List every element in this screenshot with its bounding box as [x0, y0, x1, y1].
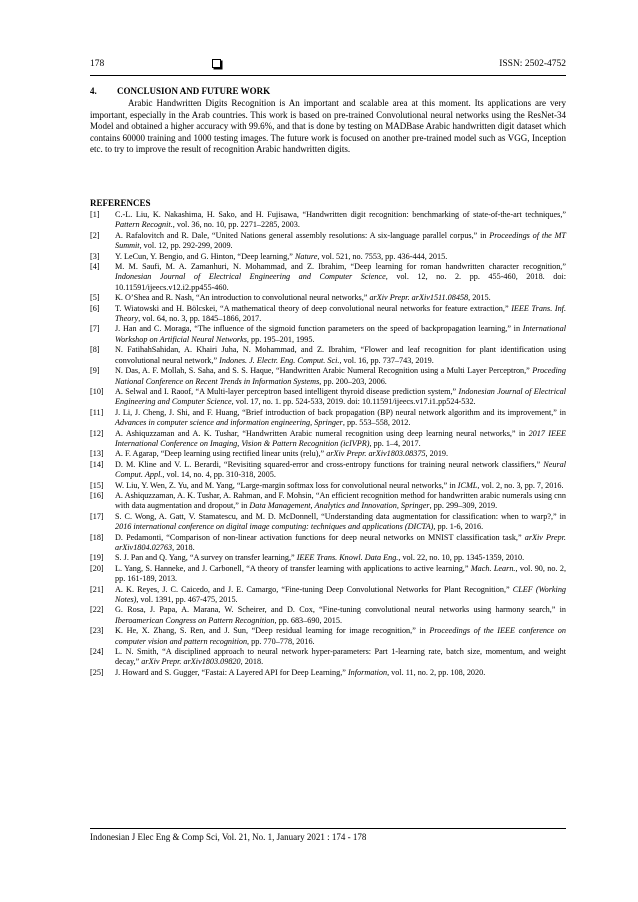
reference-text: [115, 491, 566, 512]
reference-details: , 2018.: [240, 657, 264, 667]
reference-details: , vol. 22, no. 10, pp. 1345-1359, 2010.: [398, 553, 525, 563]
reference-text: [115, 647, 566, 668]
reference-venue: Mach. Learn.: [470, 563, 516, 573]
reference-number: [23]: [90, 626, 104, 636]
reference-authors-title: A. Selwal and I. Raoof, “A Multi-layer perceptron based intelligent thyroid disease prediction system,”: [115, 386, 459, 396]
issn-label: ISSN: 2502-4752: [499, 59, 566, 69]
reference-details: , pp. 1–4, 2017.: [369, 438, 421, 448]
reference-details: , vol. 521, no. 7553, pp. 436-444, 2015.: [317, 251, 448, 261]
reference-venue: CLEF (Working Notes): [115, 584, 567, 605]
reference-item: [90, 304, 566, 325]
reference-venue: Data Management, Analytics and Innovation, Springer: [249, 501, 430, 511]
reference-authors-title: C.-L. Liu, K. Nakashima, H. Sako, and H. Fujisawa, “Handwritten digit recognition: benchmarking of state-of-the-art techniques,”: [115, 210, 566, 219]
reference-details: , vol. 12, no. 2. pp. 455-460, 2018. doi: 10.11591/ijeecs.v12.i2.pp455-460.: [115, 272, 566, 292]
reference-details: , vol. 17, no. 1. pp. 524-533, 2019. doi: 10.11591/ijeecs.v17.i1.pp524-532.: [231, 397, 476, 407]
reference-text: [115, 210, 566, 231]
reference-number: [25]: [90, 667, 104, 677]
reference-list: [90, 210, 566, 678]
reference-venue: Advances in computer science and information engineering, Springer: [115, 418, 343, 428]
reference-text: [115, 605, 566, 626]
reference-details: , vol. 64, no. 3, pp. 1845–1866, 2017.: [138, 314, 262, 324]
reference-venue: Nature: [294, 251, 318, 261]
reference-item: [90, 605, 566, 626]
reference-text: [115, 262, 566, 293]
reference-venue: 2017 IEEE International Conference on Imaging, Vision & Pattern Recognition (icIVPR): [115, 428, 566, 448]
reference-details: , vol. 11, no. 2, pp. 108, 2020.: [387, 667, 486, 677]
reference-number: [21]: [90, 584, 104, 594]
reference-text: [115, 366, 566, 387]
reference-text: [115, 324, 566, 345]
reference-authors-title: S. C. Wong, A. Gatt, V. Stamatescu, and M. D. McDonnell, “Understanding data augmentation for classification: when to warp?,” in: [115, 511, 566, 521]
reference-number: [22]: [90, 605, 104, 615]
reference-number: [19]: [90, 553, 104, 563]
reference-number: [14]: [90, 459, 104, 469]
reference-item: [90, 324, 566, 345]
reference-number: [5]: [90, 293, 100, 303]
reference-item: [90, 210, 566, 231]
reference-details: , vol. 36, no. 10, pp. 2271–2285, 2003.: [172, 220, 300, 230]
reference-details: , vol. 14, no. 4, pp. 310-318, 2005.: [162, 470, 276, 480]
reference-venue: ICML: [457, 480, 478, 490]
reference-details: , pp. 200–203, 2006.: [319, 376, 387, 386]
reference-authors-title: L. N. Smith, “A disciplined approach to neural network hyper-parameters: Part 1-learning rate, batch size, momentum, and weight decay,”: [115, 647, 566, 667]
reference-item: [90, 481, 566, 491]
page-header: [90, 57, 566, 73]
reference-venue: Iberoamerican Congress on Pattern Recognition: [115, 615, 275, 625]
reference-text: [115, 293, 566, 303]
reference-text: [115, 553, 566, 563]
reference-number: [7]: [90, 324, 100, 334]
reference-authors-title: A. K. Reyes, J. C. Caicedo, and J. E. Camargo, “Fine-tuning Deep Convolutional Networks for Plant Recognition,”: [115, 584, 513, 594]
reference-venue: IEEE Trans. Inf. Theory: [115, 303, 566, 324]
reference-authors-title: A. Ashiquzzaman, A. K. Tushar, A. Rahman, and F. Mohsin, “An efficient recognition method for handwritten arabic numerals using cnn with data augmentation and dropout,” in: [115, 490, 566, 511]
reference-authors-title: Y. LeCun, Y. Bengio, and G. Hinton, “Deep learning,”: [115, 251, 295, 261]
reference-venue: Proceedings of the IEEE conference on computer vision and pattern recognition: [115, 626, 566, 646]
section-heading: [90, 86, 270, 96]
reference-authors-title: L. Yang, S. Hanneke, and J. Carbonell, “A theory of transfer learning with applications to active learning,”: [115, 563, 471, 573]
reference-authors-title: J. Han and C. Moraga, “The influence of the sigmoid function parameters on the speed of backpropagation learning,” in: [115, 324, 523, 334]
reference-details: , vol. 16, pp. 737–743, 2019.: [339, 355, 434, 365]
reference-item: [90, 429, 566, 450]
reference-text: [115, 626, 566, 647]
reference-number: [15]: [90, 480, 104, 490]
section-number: 4.: [90, 86, 97, 96]
reference-item: [90, 564, 566, 585]
reference-venue: arXiv Prepr. arXiv1511.08458: [369, 293, 469, 303]
reference-authors-title: A. Ashiquzzaman and A. K. Tushar, “Handwritten Arabic numeral recognition using deep learning neural networks,” in: [115, 428, 529, 438]
reference-number: [2]: [90, 230, 100, 240]
reference-item: [90, 668, 566, 678]
reference-authors-title: K. He, X. Zhang, S. Ren, and J. Sun, “Deep residual learning for image recognition,” in: [115, 626, 430, 636]
reference-number: [9]: [90, 366, 100, 376]
reference-item: [90, 366, 566, 387]
reference-text: [115, 481, 566, 491]
reference-item: [90, 626, 566, 647]
page-footer: Indonesian J Elec Eng & Comp Sci, Vol. 21, No. 1, January 2021 : 174 - 178: [90, 832, 367, 842]
reference-venue: Indones. J. Electr. Eng. Comput. Sci.: [219, 355, 340, 365]
reference-item: [90, 512, 566, 533]
reference-item: [90, 460, 566, 481]
reference-text: [115, 668, 566, 678]
reference-number: [16]: [90, 490, 104, 500]
page-number: 178: [90, 59, 105, 69]
reference-details: , pp. 683–690, 2015.: [274, 615, 343, 625]
reference-item: [90, 553, 566, 563]
reference-details: , pp. 770–778, 2016.: [247, 636, 315, 646]
reference-text: [115, 564, 566, 585]
reference-venue: Proceedings of the MT Summit: [115, 230, 566, 251]
reference-details: , vol. 90, no. 2, pp. 161-189, 2013.: [115, 563, 566, 584]
reference-number: [11]: [90, 407, 104, 417]
reference-venue: Pattern Recognit.: [115, 220, 173, 230]
reference-authors-title: N. FatihahSahidan, A. Khairi Juha, N. Mohammad, and Z. Ibrahim, “Flower and leaf recognition for plant identification using convolutional neural network,”: [115, 345, 566, 365]
reference-authors-title: M. M. Saufi, M. A. Zamanhuri, N. Mohammad, and Z. Ibrahim, “Deep learning for roman handwritten character recognition,”: [115, 262, 566, 272]
reference-details: , pp. 195–201, 1995.: [246, 334, 315, 344]
reference-text: [115, 585, 566, 606]
reference-authors-title: S. J. Pan and Q. Yang, “A survey on transfer learning,”: [115, 553, 297, 563]
reference-text: [115, 345, 566, 366]
reference-number: [1]: [90, 210, 100, 219]
conclusion-paragraph: Arabic Handwritten Digits Recognition is An important and scalable area at this moment. Its applications are very important, especially in the Arab countries. This work is based on pre-trained Convolutional neural networks using the ResNet-34 Model and obtained a higher accuracy with 99.6%, and that is done by testing on MADBase Arabic handwritten digit dataset which contains 60000 training and 1000 testing images. The future work is focused on another pre-trained model such as VGG, Inception etc. to try to improve the result of recognition Arabic handwritten digits.: [90, 98, 566, 154]
reference-number: [24]: [90, 647, 104, 657]
reference-item: [90, 533, 566, 554]
reference-venue: arXiv Prepr. arXiv1803.08375: [326, 449, 426, 459]
reference-authors-title: G. Rosa, J. Papa, A. Marana, W. Scheirer, and D. Cox, “Fine-tuning convolutional neural networks using harmony search,” in: [115, 605, 566, 615]
reference-text: [115, 429, 566, 450]
reference-details: , 2015.: [468, 293, 491, 303]
reference-authors-title: W. Liu, Y. Wen, Z. Yu, and M. Yang, “Large-margin softmax loss for convolutional neural networks,” in: [115, 480, 458, 490]
reference-venue: 2016 international conference on digital image computing: techniques and applications (DICTA): [115, 522, 434, 532]
reference-text: [115, 512, 566, 533]
reference-authors-title: J. Li, J. Cheng, J. Shi, and F. Huang, “Brief introduction of back propagation (BP) neural network algorithm and its improvement,” in: [115, 407, 566, 417]
reference-venue: arXiv Prepr. arXiv1803.09820: [141, 657, 241, 667]
reference-number: [8]: [90, 345, 100, 355]
reference-authors-title: A. Rafalovitch and R. Dale, “United Nations general assembly resolutions: A six-language parallel corpus,” in: [115, 230, 490, 240]
reference-text: [115, 231, 566, 252]
reference-number: [3]: [90, 251, 100, 261]
reference-details: , pp. 1-6, 2016.: [433, 522, 484, 532]
reference-item: [90, 408, 566, 429]
reference-venue: IEEE Trans. Knowl. Data Eng.: [296, 553, 399, 563]
reference-item: [90, 262, 566, 293]
reference-text: [115, 304, 566, 325]
reference-number: [13]: [90, 449, 104, 459]
reference-item: [90, 585, 566, 606]
footer-rule: [90, 828, 566, 829]
reference-item: [90, 293, 566, 303]
reference-item: [90, 231, 566, 252]
reference-number: [12]: [90, 428, 104, 438]
reference-text: [115, 460, 566, 481]
reference-text: [115, 449, 566, 459]
reference-venue: arXiv Prepr. arXiv1804.02763: [115, 532, 566, 552]
reference-details: , vol. 2, no. 3, pp. 7, 2016.: [477, 480, 564, 490]
section-title: CONCLUSION AND FUTURE WORK: [117, 86, 271, 96]
reference-authors-title: T. Wiatowski and H. Bölcskei, “A mathematical theory of deep convolutional neural networks for feature extraction,”: [115, 303, 512, 313]
reference-item: [90, 491, 566, 512]
reference-item: [90, 252, 566, 262]
reference-text: [115, 252, 566, 262]
reference-item: [90, 345, 566, 366]
square-box-icon: [212, 59, 221, 68]
reference-venue: Proceding National Conference on Recent Trends in Information Systems: [115, 366, 566, 386]
reference-number: [10]: [90, 386, 104, 396]
reference-venue: International Workshop on Artificial Neural Networks: [115, 324, 566, 344]
reference-number: [20]: [90, 563, 104, 573]
reference-authors-title: A. F. Agarap, “Deep learning using rectified linear units (relu),”: [115, 449, 327, 459]
reference-number: [4]: [90, 262, 100, 272]
reference-text: [115, 387, 566, 408]
reference-details: , pp. 299–309, 2019.: [429, 501, 498, 511]
reference-venue: Indonesian Journal of Electrical Engineering and Computer Science: [115, 272, 386, 282]
reference-number: [17]: [90, 511, 104, 521]
header-rule: [90, 75, 566, 76]
reference-text: [115, 533, 566, 554]
references-heading: REFERENCES: [90, 198, 151, 208]
reference-details: , 2019.: [425, 449, 449, 459]
reference-details: , vol. 12, pp. 292-299, 2009.: [139, 241, 233, 251]
reference-authors-title: D. M. Kline and V. L. Berardi, “Revisiting squared-error and cross-entropy functions for training neural network classifiers,”: [115, 459, 544, 469]
reference-venue: Indonesian Journal of Electrical Engineering and Computer Science: [115, 386, 566, 407]
reference-details: , 2018.: [172, 543, 195, 552]
reference-details: , pp. 553–558, 2012.: [342, 418, 411, 428]
reference-authors-title: K. O’Shea and R. Nash, “An introduction to convolutional neural networks,”: [115, 293, 370, 303]
reference-venue: Neural Comput. Appl.: [115, 459, 566, 480]
reference-number: [18]: [90, 532, 104, 542]
reference-text: [115, 408, 566, 429]
reference-item: [90, 387, 566, 408]
reference-authors-title: J. Howard and S. Gugger, “Fastai: A Layered API for Deep Learning,”: [115, 667, 348, 677]
reference-item: [90, 449, 566, 459]
reference-venue: Information: [347, 667, 388, 677]
reference-details: , vol. 1391, pp. 467-475, 2015.: [136, 595, 238, 605]
reference-item: [90, 647, 566, 668]
reference-authors-title: N. Das, A. F. Mollah, S. Saha, and S. S. Haque, “Handwritten Arabic Numeral Recognition using a Multi Layer Perceptron,”: [115, 366, 533, 376]
reference-authors-title: D. Pedamonti, “Comparison of non-linear activation functions for deep neural networks on MNIST classification task,”: [115, 532, 525, 542]
reference-number: [6]: [90, 303, 100, 313]
